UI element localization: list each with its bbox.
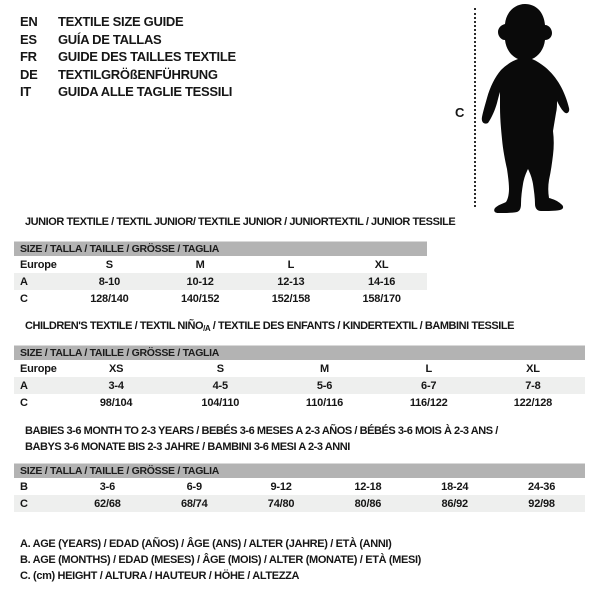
footnote-age-months: B. AGE (MONTHS) / EDAD (MESES) / ÂGE (MOIS) / ALTER (MONATE) / ETÀ (MESI): [20, 554, 421, 566]
size-cell: M: [320, 362, 329, 375]
age-cell: 10-12: [186, 275, 214, 288]
table-row-height: [14, 290, 427, 307]
row-label: A: [20, 275, 28, 288]
children-size-table: [14, 345, 585, 411]
row-label: C: [20, 396, 28, 409]
height-cell: 122/128: [513, 396, 553, 409]
table-row-europe: [14, 256, 427, 273]
junior-section-title: JUNIOR TEXTILE / TEXTIL JUNIOR/ TEXTILE JUNIOR / JUNIORTEXTIL / JUNIOR TESSILE: [25, 216, 456, 228]
language-row-de: [20, 66, 236, 84]
size-cell: S: [216, 362, 224, 375]
language-label: GUIDA ALLE TAGLIE TESSILI: [58, 84, 233, 100]
size-cell: L: [425, 362, 432, 375]
size-band: SIZE / TALLA / TAILLE / GRÖSSE / TAGLIA: [14, 241, 427, 256]
table-row-age: [14, 377, 585, 394]
language-code: EN: [20, 14, 38, 30]
baby-silhouette: [481, 2, 576, 214]
height-cell: 158/170: [362, 292, 401, 305]
age-cell: 6-7: [421, 379, 437, 392]
language-row-es: [20, 31, 236, 49]
size-cell: L: [287, 258, 295, 271]
children-section-title: [25, 320, 514, 333]
height-cell: 116/122: [409, 396, 448, 409]
footnotes: [20, 536, 421, 584]
height-cell: 80/86: [354, 497, 382, 510]
height-cell: 98/104: [99, 396, 133, 409]
row-label: C: [20, 292, 28, 305]
language-code: IT: [20, 84, 31, 100]
row-label: Europe: [20, 362, 57, 375]
size-cell: S: [105, 258, 113, 271]
age-cell: 7-8: [525, 379, 541, 392]
height-cell: 62/68: [94, 497, 121, 510]
age-cell: 5-6: [316, 379, 333, 392]
height-measure-dotted-line: [474, 8, 476, 207]
table-row-europe: [14, 360, 585, 377]
children-title-sub: /A: [203, 324, 211, 333]
age-cell: 14-16: [368, 275, 396, 288]
height-measure-label: C: [455, 105, 465, 120]
language-code: FR: [20, 49, 37, 65]
table-row-height: [14, 495, 585, 512]
footnote-height: C. (cm) HEIGHT / ALTURA / HAUTEUR / HÖHE / ALTEZZA: [20, 570, 300, 582]
language-label: TEXTILGRÖßENFÜHRUNG: [58, 66, 218, 82]
height-cell: 128/140: [90, 292, 129, 305]
footnote-age-years: A. AGE (YEARS) / EDAD (AÑOS) / ÂGE (ANS) / ALTER (JAHRE) / ETÀ (ANNI): [20, 538, 392, 550]
age-cell: 12-18: [354, 480, 382, 493]
size-cell: XL: [374, 258, 389, 271]
age-cell: 9-12: [270, 480, 292, 493]
babies-section-title: [25, 423, 498, 455]
age-cell: 3-4: [108, 379, 124, 392]
language-label: GUÍA DE TALLAS: [58, 31, 162, 47]
language-row-en: [20, 13, 236, 31]
age-cell: 3-6: [99, 480, 116, 493]
babies-size-table: [14, 463, 585, 512]
height-cell: 86/92: [441, 497, 468, 510]
language-code: DE: [20, 66, 38, 82]
babies-title-line1: BABIES 3-6 MONTH TO 2-3 YEARS / BEBÉS 3-6 MESES A 2-3 AÑOS / BÉBÉS 3-6 MOIS À 2-3 ANS /: [25, 425, 498, 437]
language-row-it: [20, 83, 236, 101]
age-cell: 8-10: [98, 275, 120, 288]
language-list: [20, 13, 236, 101]
children-title-suffix: / TEXTILE DES ENFANTS / KINDERTEXTIL / BAMBINI TESSILE: [210, 320, 515, 332]
language-row-fr: [20, 48, 236, 66]
height-cell: 152/158: [271, 292, 311, 305]
height-cell: 74/80: [267, 497, 295, 510]
junior-size-table: [14, 241, 427, 307]
age-cell: 6-9: [186, 480, 202, 493]
row-label: C: [20, 497, 28, 510]
row-label: A: [20, 379, 28, 392]
size-band: SIZE / TALLA / TAILLE / GRÖSSE / TAGLIA: [14, 463, 585, 478]
age-cell: 12-13: [277, 275, 305, 288]
row-label: B: [20, 480, 28, 493]
babies-title-line2: BABYS 3-6 MONATE BIS 2-3 JAHRE / BAMBINI 3-6 MESI A 2-3 ANNI: [25, 441, 350, 453]
height-cell: 110/116: [305, 396, 344, 409]
size-band: SIZE / TALLA / TAILLE / GRÖSSE / TAGLIA: [14, 345, 585, 360]
table-row-height: [14, 394, 585, 411]
children-title-prefix: CHILDREN'S TEXTILE / TEXTIL NIÑO: [25, 320, 204, 332]
size-cell: XS: [108, 362, 124, 375]
row-label: Europe: [20, 258, 57, 271]
height-cell: 68/74: [180, 497, 208, 510]
age-cell: 18-24: [441, 480, 469, 493]
language-label: TEXTILE SIZE GUIDE: [58, 14, 184, 30]
table-row-age-months: [14, 478, 585, 495]
height-cell: 104/110: [201, 396, 240, 409]
height-cell: 92/98: [528, 497, 555, 510]
size-cell: XL: [526, 362, 540, 375]
language-label: GUIDE DES TAILLES TEXTILE: [58, 49, 236, 65]
language-code: ES: [20, 31, 37, 47]
height-cell: 140/152: [180, 292, 220, 305]
table-row-age: [14, 273, 427, 290]
age-cell: 4-5: [212, 379, 228, 392]
size-cell: M: [195, 258, 205, 271]
age-cell: 24-36: [527, 480, 556, 493]
